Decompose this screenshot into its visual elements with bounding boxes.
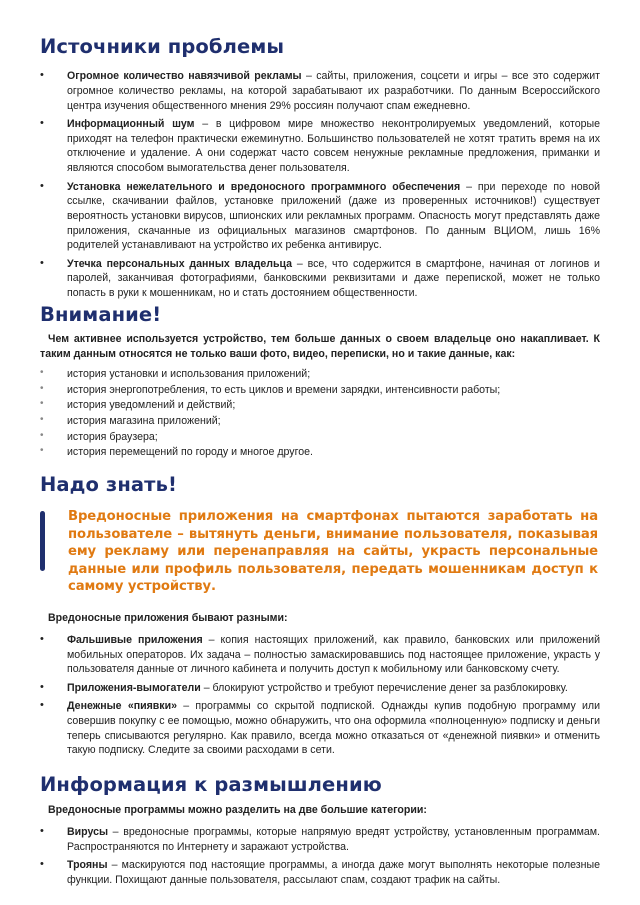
callout [40, 508, 600, 595]
section-know [40, 474, 600, 758]
section-title: Надо знать! [40, 472, 178, 496]
section-title: Внимание! [40, 302, 162, 326]
list-item-text: – программы со скрытой подпиской. Однажды купив подобную программу или совершив покупку с ее помощью, можно обнаружить, что она оформила «полноценную» подписку и деньги теперь списываются регулярно. Как правило, всегда можно отказаться от «денежной пиявки» и отменить такую подписку. Следите за своими расходами в сети. [67, 700, 601, 757]
list-item [40, 858, 600, 887]
list-item-text: – все, что содержится в смартфоне, начиная от логинов и паролей, заканчивая фотографиями, банковскими реквизитами и даже перепиской, может не только попасть в руки к мошенникам, но и стать достоянием общественности. [67, 257, 600, 299]
section-sources [40, 36, 600, 301]
list-item [40, 69, 600, 113]
list-item [40, 180, 600, 253]
list-item: • история перемещений по городу и многое другое. [40, 445, 600, 460]
list-item-term: Трояны [67, 859, 108, 872]
section-think [40, 774, 600, 887]
list-item-term: Утечка персональных данных владельца [67, 257, 292, 270]
list-item-term: Установка нежелательного и вредоносного программного обеспечения [67, 180, 461, 193]
subheading: Вредоносные программы можно разделить на две большие категории: [48, 804, 427, 817]
list-item-text: – в цифровом мире множество неконтролируемых уведомлений, которые приходят на телефон практически ежеминутно. Большинство пользователей не хотят тратить время на их отключение и удаление. А они содержат часто совсем ненужные рекламные предложения, приманки и являются способом вымогательства денег пользователя. [67, 118, 600, 175]
list-item-text: – сайты, приложения, соцсети и игры – все это содержит огромное количество рекламы, на которой зарабатывают их разработчики. По данным Всероссийского центра изучения общественного мнения 29% россиян получают спам ежедневно. [67, 70, 600, 112]
subheading: Вредоносные приложения бывают разными: [48, 612, 288, 625]
list-item: • история браузера; [40, 430, 600, 445]
malware-categories-list [40, 825, 600, 887]
list-item [40, 257, 600, 301]
list-item-text: – блокируют устройство и требуют перечисление денег за разблокировку. [200, 681, 568, 694]
list-item-text: – при переходе по новой ссылке, скачивании файлов, установке приложений (даже из проверенных источников!) существует вероятность установки вирусов, шпионских или рекламных программ. Опасность могут представлять даже приложения, скачанные из официальных магазинов смартфонов. По данным ВЦИОМ, лишь 16% родителей устанавливают на устройство их ребенка антивирус. [67, 180, 601, 252]
list-item-text: – вредоносные программы, которые напрямую вредят устройству, установленным программам. Распространяются по Интернету и заражают устройства. [67, 825, 600, 853]
list-item [40, 681, 600, 696]
list-item-term: Информационный шум [67, 118, 195, 131]
callout-text: Вредоносные приложения на смартфонах пытаются заработать на пользователе – вытянуть деньги, внимание пользователя, показывая ему рекламу или перенаправляя на сайты, украсть персональные данные или профиль пользователя, передать мошенникам доступ к самому устройству. [68, 509, 598, 594]
data-types-list [40, 367, 600, 460]
section-attention [40, 304, 600, 460]
callout-accent-bar [40, 511, 45, 571]
malware-types-list [40, 633, 600, 758]
list-item [40, 117, 600, 175]
list-item-term: Фальшивые приложения [67, 634, 203, 646]
list-item-term: Вирусы [67, 825, 109, 838]
list-item-text: – копия настоящих приложений, как правило, банковских или приложений мобильных операторов. Их задача – полностью замаскировавшись под настоящее приложение, украсть у пользователя данные от личного кабинета и получить доступ к мобильному или банковскому счету. [67, 634, 600, 676]
list-item: • история уведомлений и действий; [40, 398, 600, 413]
list-item: • история установки и использования приложений; [40, 367, 600, 382]
list-item [40, 699, 600, 757]
list-item [40, 825, 600, 854]
list-item: • история магазина приложений; [40, 414, 600, 429]
sources-list [40, 69, 600, 300]
attention-lead: Чем активнее используется устройство, тем больше данных о своем владельце оно накапливает. К таким данным относятся не только ваши фото, видео, переписки, но и такие данные, как: [40, 332, 600, 360]
list-item-term: Денежные «пиявки» [67, 700, 178, 713]
list-item-term: Огромное количество навязчивой рекламы [67, 70, 302, 83]
section-title: Источники проблемы [40, 35, 285, 58]
section-title: Информация к размышлению [40, 772, 382, 796]
list-item-term: Приложения-вымогатели [67, 681, 201, 694]
list-item-text: – маскируются под настоящие программы, а иногда даже могут выполнять некоторые полезные функции. Похищают данные пользователя, рассылают спам, создают трафик на сайты. [67, 859, 600, 886]
list-item: • история энергопотребления, то есть циклов и времени зарядки, интенсивности работы; [40, 383, 600, 398]
list-item [40, 633, 600, 677]
